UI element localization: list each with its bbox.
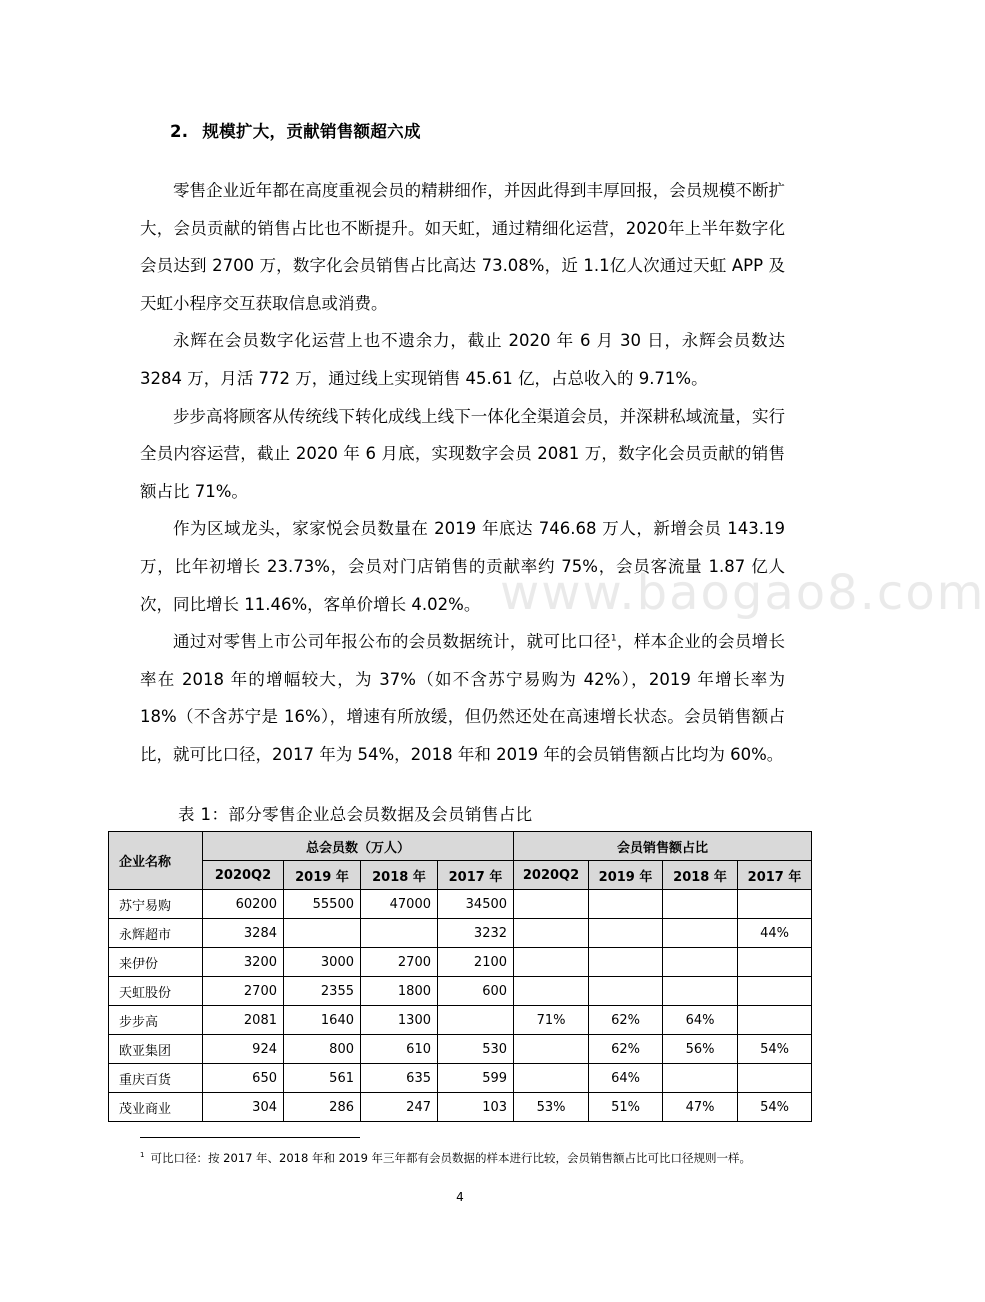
- header-ratio-2017: 2017 年: [738, 861, 812, 890]
- section-title: 规模扩大，贡献销售额超六成: [202, 122, 421, 141]
- member-count: 60200: [203, 890, 284, 919]
- sales-ratio: 71%: [514, 1006, 589, 1035]
- member-count: 2100: [438, 948, 514, 977]
- header-members-2018: 2018 年: [361, 861, 438, 890]
- paragraph-tianhong: 零售企业近年都在高度重视会员的精耕细作，并因此得到丰厚回报，会员规模不断扩大，会员贡献的销售占比也不断提升。如天虹，通过精细化运营，2020年上半年数字化会员达到 2700 万，数字化会员销售占比高达 73.08%，近 1.1亿人次通过天虹 APP 及天虹小程序交互获取信息或消费。: [140, 181, 785, 313]
- sales-ratio: 54%: [738, 1093, 812, 1122]
- sales-ratio: 47%: [663, 1093, 738, 1122]
- member-count: 1640: [284, 1006, 361, 1035]
- member-count: 55500: [284, 890, 361, 919]
- member-count: 800: [284, 1035, 361, 1064]
- company-name: 永辉超市: [109, 919, 203, 948]
- company-name: 茂业商业: [109, 1093, 203, 1122]
- header-ratio-2019: 2019 年: [589, 861, 663, 890]
- company-name: 重庆百货: [109, 1064, 203, 1093]
- table-row: [109, 1064, 812, 1093]
- member-count: 599: [438, 1064, 514, 1093]
- sales-ratio: 53%: [514, 1093, 589, 1122]
- sales-ratio: [514, 1064, 589, 1093]
- member-data-table: [108, 831, 812, 1122]
- table-row: [109, 1006, 812, 1035]
- sales-ratio: 62%: [589, 1006, 663, 1035]
- table-row: [109, 919, 812, 948]
- member-count: 103: [438, 1093, 514, 1122]
- footnote-divider: [140, 1137, 360, 1138]
- company-name: 来伊份: [109, 948, 203, 977]
- header-sales-ratio: 会员销售额占比: [514, 832, 812, 861]
- sales-ratio: 56%: [663, 1035, 738, 1064]
- table-row: [109, 1035, 812, 1064]
- sales-ratio: [514, 977, 589, 1006]
- table-row: [109, 977, 812, 1006]
- sales-ratio: [589, 890, 663, 919]
- member-count: 286: [284, 1093, 361, 1122]
- sales-ratio: [738, 948, 812, 977]
- header-members-2017: 2017 年: [438, 861, 514, 890]
- section-heading: [170, 118, 421, 142]
- member-count: 3284: [203, 919, 284, 948]
- company-name: 苏宁易购: [109, 890, 203, 919]
- member-count: 1800: [361, 977, 438, 1006]
- header-total-members: 总会员数（万人）: [203, 832, 514, 861]
- watermark: www.baogao8.com: [500, 565, 985, 621]
- member-count: 3000: [284, 948, 361, 977]
- sales-ratio: [738, 890, 812, 919]
- member-count: 530: [438, 1035, 514, 1064]
- sales-ratio: 54%: [738, 1035, 812, 1064]
- member-count: [284, 919, 361, 948]
- member-count: 247: [361, 1093, 438, 1122]
- sales-ratio: 64%: [589, 1064, 663, 1093]
- sales-ratio: [663, 948, 738, 977]
- sales-ratio: [589, 948, 663, 977]
- sales-ratio: [663, 977, 738, 1006]
- sales-ratio: [663, 890, 738, 919]
- sales-ratio: [738, 1064, 812, 1093]
- company-name: 欧亚集团: [109, 1035, 203, 1064]
- member-count: 2700: [203, 977, 284, 1006]
- footnote-ref: 1: [610, 633, 617, 644]
- table-row: [109, 948, 812, 977]
- member-count: 47000: [361, 890, 438, 919]
- header-members-2019: 2019 年: [284, 861, 361, 890]
- paragraph-jiajiayue: 作为区域龙头，家家悦会员数量在 2019 年底达 746.68 万人，新增会员 143.19 万，比年初增长 23.73%，会员对门店销售的贡献率约 75%，会员客流量 1.87 亿人次，同比增长 11.46%，客单价增长 4.02%。: [140, 519, 785, 614]
- company-name: 天虹股份: [109, 977, 203, 1006]
- company-name: 步步高: [109, 1006, 203, 1035]
- sales-ratio: [514, 919, 589, 948]
- section-number: 2.: [170, 122, 189, 141]
- header-members-2020q2: 2020Q2: [203, 861, 284, 890]
- sales-ratio: [514, 948, 589, 977]
- page-number: 4: [456, 1190, 464, 1204]
- member-count: 635: [361, 1064, 438, 1093]
- paragraph-bubugao: 步步高将顾客从传统线下转化成线上线下一体化全渠道会员，并深耕私域流量，实行全员内容运营，截止 2020 年 6 月底，实现数字会员 2081 万，数字化会员贡献的销售额占比 71%。: [140, 406, 785, 501]
- member-count: 610: [361, 1035, 438, 1064]
- sales-ratio: 51%: [589, 1093, 663, 1122]
- member-count: 924: [203, 1035, 284, 1064]
- header-ratio-2020q2: 2020Q2: [514, 861, 589, 890]
- member-count: [438, 1006, 514, 1035]
- table-row: [109, 1093, 812, 1122]
- sales-ratio: [738, 977, 812, 1006]
- table-row: [109, 890, 812, 919]
- sales-ratio: [514, 890, 589, 919]
- sales-ratio: [589, 919, 663, 948]
- body-text: [140, 172, 785, 774]
- member-count: 3200: [203, 948, 284, 977]
- member-count: 304: [203, 1093, 284, 1122]
- member-count: 2355: [284, 977, 361, 1006]
- header-company-name: 企业名称: [109, 832, 203, 890]
- member-count: 2081: [203, 1006, 284, 1035]
- table-caption: 表 1：部分零售企业总会员数据及会员销售占比: [178, 805, 533, 824]
- sales-ratio: [663, 1064, 738, 1093]
- member-count: [361, 919, 438, 948]
- member-count: 34500: [438, 890, 514, 919]
- sales-ratio: 62%: [589, 1035, 663, 1064]
- footnote: [140, 1148, 790, 1168]
- member-count: 600: [438, 977, 514, 1006]
- member-count: 1300: [361, 1006, 438, 1035]
- paragraph-summary: 通过对零售上市公司年报公布的会员数据统计，就可比口径$^1$，样本企业的会员增长率在 2018 年的增幅较大，为 37%（如不含苏宁易购为 42%），2019 年增长率为 18%（不含苏宁是 16%），增速有所放缓，但仍然还处在高速增长状态。会员销售额占比，就可比口径，2017 年为 54%，2018 年和 2019 年的会员销售额占比均为 60%。: [140, 632, 786, 764]
- sales-ratio: [663, 919, 738, 948]
- member-count: 650: [203, 1064, 284, 1093]
- paragraph-yonghui: 永辉在会员数字化运营上也不遗余力，截止 2020 年 6 月 30 日，永辉会员数达 3284 万，月活 772 万，通过线上实现销售 45.61 亿，占总收入的 9.71%。: [140, 331, 785, 388]
- sales-ratio: 44%: [738, 919, 812, 948]
- member-count: 561: [284, 1064, 361, 1093]
- member-count: 3232: [438, 919, 514, 948]
- member-count: 2700: [361, 948, 438, 977]
- sales-ratio: [738, 1006, 812, 1035]
- header-ratio-2018: 2018 年: [663, 861, 738, 890]
- sales-ratio: 64%: [663, 1006, 738, 1035]
- sales-ratio: [514, 1035, 589, 1064]
- footnote-text: 可比口径：按 2017 年、2018 年和 2019 年三年都有会员数据的样本进行比较，会员销售额占比可比口径规则一样。: [150, 1151, 752, 1165]
- sales-ratio: [589, 977, 663, 1006]
- footnote-marker: 1: [140, 1151, 145, 1160]
